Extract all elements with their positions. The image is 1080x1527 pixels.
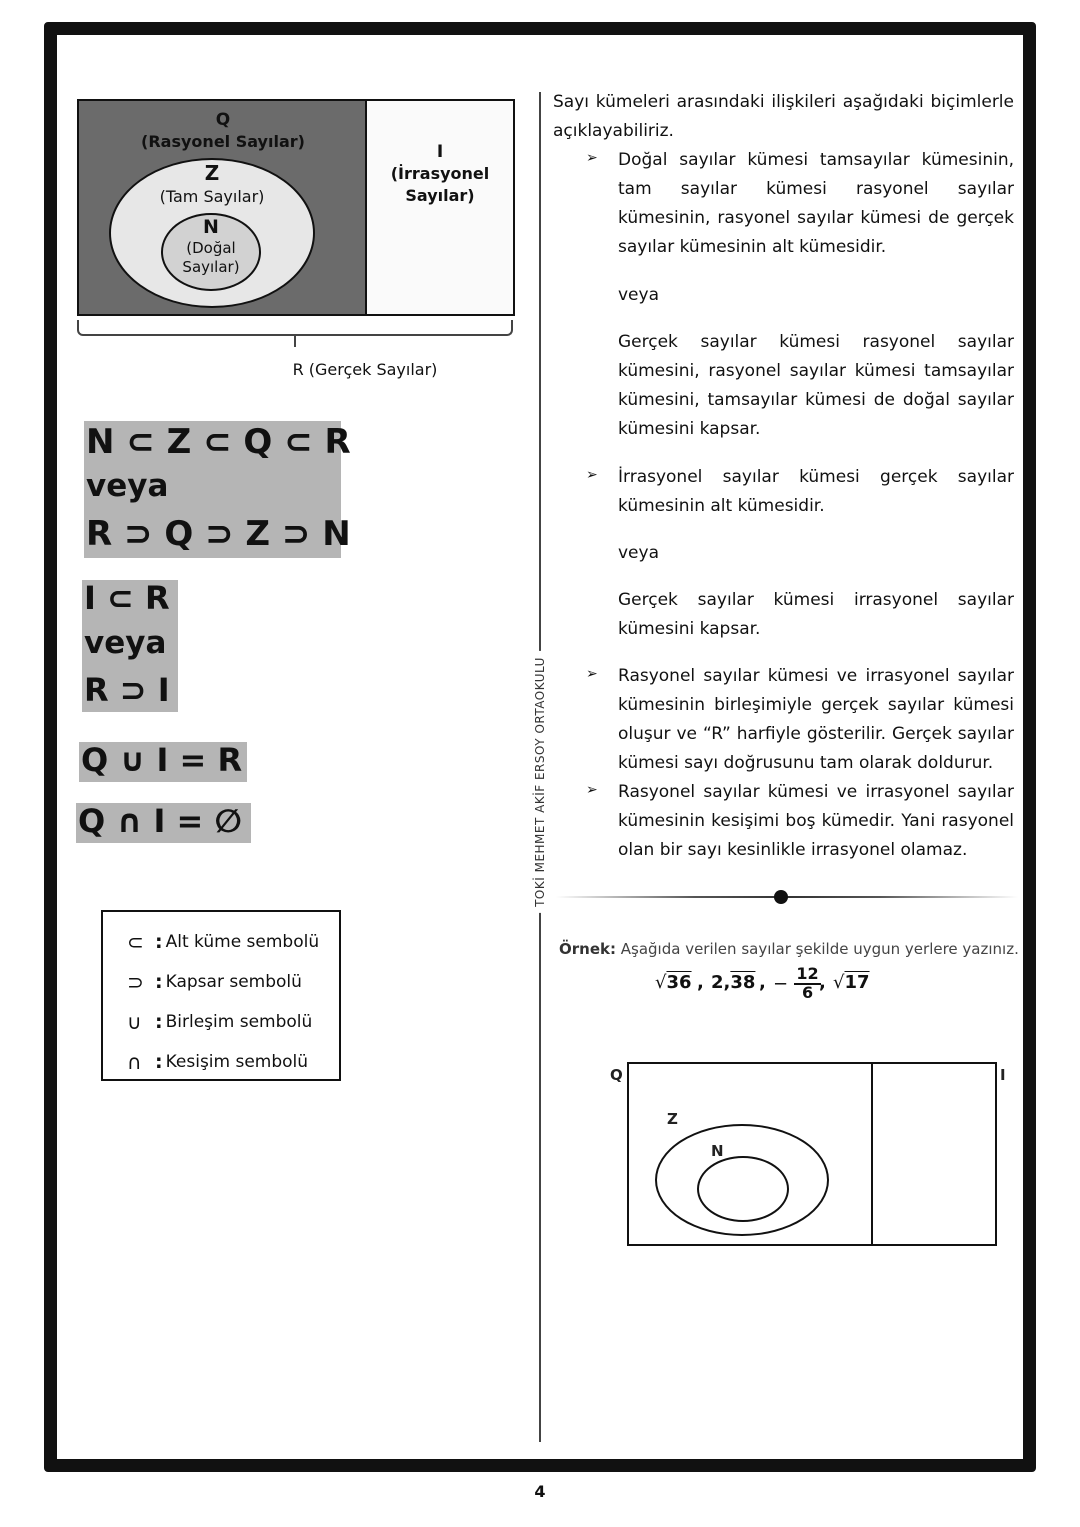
repeating-whole: 2, [711, 972, 731, 993]
union-label: Birleşim sembolü [165, 1012, 313, 1032]
irrational-superset: R ⊃ I [84, 671, 170, 709]
n-name-line-2: Sayılar) [182, 258, 240, 276]
example-text: Aşağıda verilen sayılar şekilde uygun yerlere yazınız. [620, 940, 1019, 958]
real-numbers-venn-diagram [77, 99, 515, 316]
legend-row-union [127, 1002, 339, 1042]
comma-separator: , [697, 972, 704, 993]
minus-sign: − [773, 973, 789, 995]
irrational-subset-box [82, 580, 178, 712]
legend-colon: : [155, 1011, 163, 1033]
alternative-2-text: Gerçek sayılar kümesi irrasyonel sayılar kümesini kapsar. [618, 590, 1014, 639]
sqrt-17: √17 [833, 972, 870, 993]
superset-label: Kapsar sembolü [165, 972, 302, 992]
or-1: veya [618, 285, 659, 305]
legend-row-subset [127, 922, 339, 962]
intersection-label: Kesişim sembolü [165, 1052, 309, 1072]
irrational-region [367, 101, 513, 314]
comma-separator: , [819, 972, 826, 993]
subset-chain-box [84, 421, 351, 558]
legend-colon: : [155, 1051, 163, 1073]
bullet-3-text: Rasyonel sayılar kümesi ve irrasyonel sayılar kümesinin birleşimiyle gerçek sayılar kümesi oluşur ve “R” harfiyle gösterilir. Gerçek sayılar kümesi sayı doğrusunu tam olarak doldurur. [618, 666, 1014, 773]
fraction-denominator: 6 [801, 982, 814, 1002]
school-name: TOKİ MEHMET AKİF ERSOY ORTAOKULU [533, 651, 547, 913]
q-letter: Q [215, 110, 231, 130]
comma-separator: , [759, 972, 766, 993]
repeating-decimal [711, 972, 755, 993]
separator-dot [774, 890, 788, 904]
sqrt-36: √36 [655, 972, 692, 993]
subset-chain: N ⊂ Z ⊂ Q ⊂ R [86, 422, 351, 462]
venn2-z-label: Z [667, 1110, 678, 1128]
n-name-line-1: (Doğal [186, 239, 236, 257]
venn2-i-label: I [1000, 1066, 1006, 1084]
example-venn-diagram [627, 1062, 997, 1246]
irrational-subset: I ⊂ R [84, 579, 170, 617]
arrow-bullet-icon: ➢ [586, 782, 598, 798]
subset-symbol: ⊂ [127, 930, 144, 954]
legend-colon: : [155, 931, 163, 953]
bullet-4-text: Rasyonel sayılar kümesi ve irrasyonel sayılar kümesinin kesişimi boş kümedir. Yani rasyonel olan bir sayı kesinlikle irrasyonel olamaz. [618, 782, 1014, 860]
z-letter: Z [204, 161, 220, 185]
union-formula: Q ∪ I = R [81, 741, 243, 779]
i-name-line-1: (İrrasyonel [390, 164, 490, 183]
legend-row-intersection [127, 1042, 339, 1082]
venn2-naturals-ellipse [697, 1156, 789, 1222]
union-symbol: ∪ [127, 1010, 142, 1034]
negative-fraction [773, 966, 821, 1002]
q-name: (Rasyonel Sayılar) [141, 132, 305, 151]
legend-colon: : [155, 971, 163, 993]
arrow-bullet-icon: ➢ [586, 150, 598, 166]
subset-label: Alt küme sembolü [165, 932, 320, 952]
intersection-symbol: ∩ [127, 1050, 142, 1074]
irrational-or: veya [84, 625, 167, 661]
n-letter: N [203, 216, 219, 238]
venn2-q-label: Q [610, 1066, 623, 1084]
sqrt-17-radicand: 17 [844, 972, 870, 993]
repeating-digits: 38 [730, 972, 756, 993]
intersection-formula: Q ∩ I = ∅ [78, 802, 242, 840]
superset-chain: R ⊃ Q ⊃ Z ⊃ N [86, 514, 351, 554]
arrow-bullet-icon: ➢ [586, 467, 598, 483]
alternative-1-text: Gerçek sayılar kümesi rasyonel sayılar kümesini, rasyonel sayılar kümesi tamsayılar kümesini, tamsayılar kümesi de doğal sayılar kümesini kapsar. [618, 332, 1014, 439]
or-2: veya [618, 543, 659, 563]
venn2-n-label: N [711, 1142, 724, 1160]
intro-paragraph: Sayı kümeleri arasındaki ilişkileri aşağıdaki biçimlerle açıklayabiliriz. [553, 92, 1014, 141]
bullet-2-text: İrrasyonel sayılar kümesi gerçek sayılar kümesinin alt kümesidir. [618, 467, 1014, 516]
real-numbers-label: R (Gerçek Sayılar) [292, 360, 438, 379]
page-number: 4 [534, 1482, 546, 1501]
chain-or: veya [86, 468, 169, 504]
arrow-bullet-icon: ➢ [586, 666, 598, 682]
superset-symbol: ⊃ [127, 970, 144, 994]
bullet-1-text: Doğal sayılar kümesi tamsayılar kümesinin, tam sayılar kümesi rasyonel sayılar kümesinin, rasyonel sayılar kümesi de gerçek sayılar kümesinin alt kümesidir. [618, 150, 1014, 257]
naturals-ellipse [161, 213, 261, 291]
sqrt-36-radicand: 36 [666, 972, 692, 993]
real-numbers-brace [77, 320, 513, 336]
example-label: Örnek: [559, 940, 616, 958]
z-name: (Tam Sayılar) [159, 187, 265, 206]
intersection-box [76, 803, 251, 843]
fraction [794, 966, 820, 1002]
i-letter: I [436, 142, 444, 162]
i-name-line-2: Sayılar) [405, 186, 475, 205]
symbol-legend [101, 910, 341, 1081]
example-heading [559, 940, 1019, 958]
rational-region [79, 101, 367, 314]
venn2-divider [871, 1064, 873, 1244]
union-box [79, 742, 247, 782]
legend-row-superset [127, 962, 339, 1002]
fraction-numerator: 12 [796, 964, 819, 983]
brace-tick [294, 335, 296, 347]
